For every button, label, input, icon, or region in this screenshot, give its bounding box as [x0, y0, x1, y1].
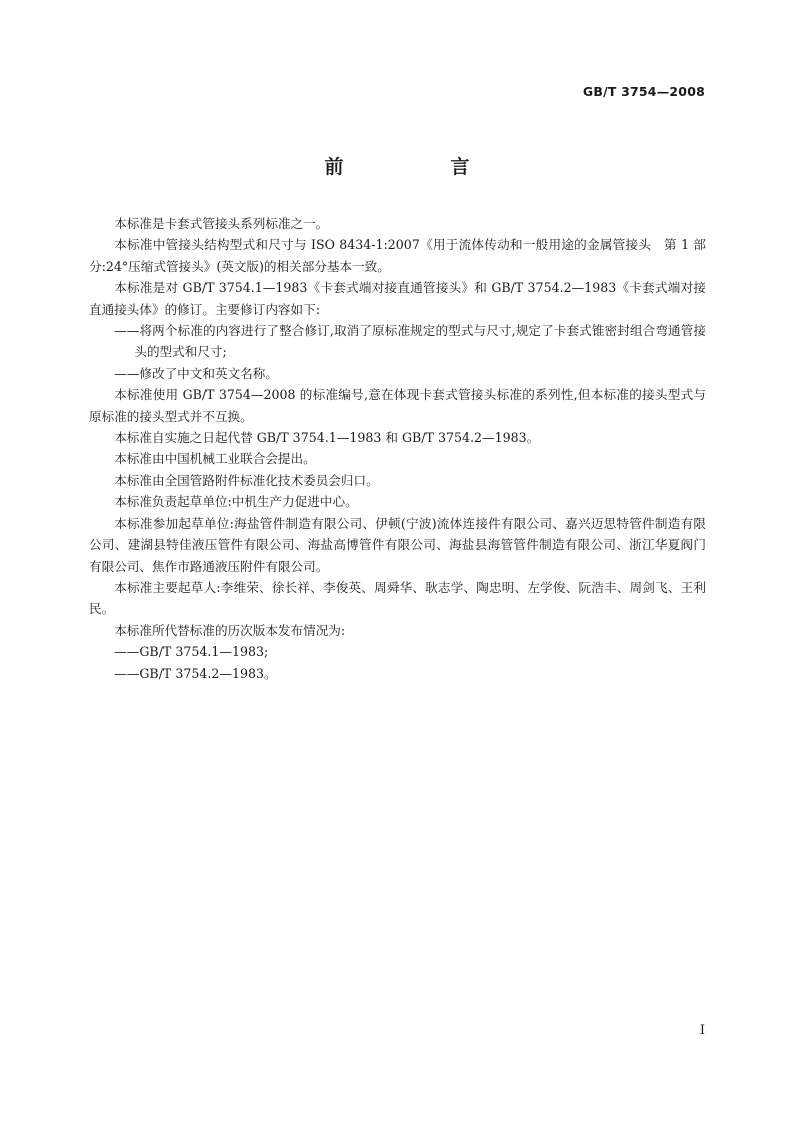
dash-item: ——修改了中文和英文名称。 — [114, 365, 278, 381]
paragraph: 本标准是对 GB/T 3754.1—1983《卡套式端对接直通管接头》和 GB/T 3754.2—1983《卡套式端对接直通接头体》的修订。主要修订内容如下: — [89, 280, 706, 317]
replaced-edition-item: ——GB/T 3754.1—1983; — [114, 644, 269, 660]
paragraph: 本标准由中国机械工业联合会提出。 — [114, 451, 316, 467]
dash-item: ——将两个标准的内容进行了整合修订,取消了原标准规定的型式与尺寸,规定了卡套式锥密封组合弯通管接头的型式和尺寸; — [114, 323, 706, 360]
paragraph: 本标准使用 GB/T 3754—2008 的标准编号,意在体现卡套式管接头标准的系列性,但本标准的接头型式与原标准的接头型式并不互换。 — [89, 387, 706, 424]
page-title: 前 言 — [324, 156, 514, 178]
paragraph: 本标准所代替标准的历次版本发布情况为: — [114, 622, 346, 638]
paragraph: 本标准由全国管路附件标准化技术委员会归口。 — [114, 472, 379, 488]
standard-number: GB/T 3754—2008 — [582, 84, 705, 99]
document-body — [89, 213, 706, 684]
paragraph: 本标准负责起草单位:中机生产力促进中心。 — [114, 494, 358, 510]
paragraph: 本标准参加起草单位:海盐管件制造有限公司、伊顿(宁波)流体连接件有限公司、嘉兴迈思特管件制造有限公司、建湖县特佳液压管件有限公司、海盐高博管件有限公司、海盐县海管管件制造有限公司、浙江华夏阀门有限公司、焦作市路通液压附件有限公司。 — [89, 515, 706, 574]
paragraph: 本标准是卡套式管接头系列标准之一。 — [114, 216, 329, 231]
paragraph: 本标准中管接头结构型式和尺寸与 ISO 8434-1:2007《用于流体传动和一般用途的金属管接头 第 1 部分:24°压缩式管接头》(英文版)的相关部分基本一致。 — [89, 237, 706, 274]
page-number: I — [699, 1023, 705, 1038]
replaced-edition-item: ——GB/T 3754.2—1983。 — [114, 665, 277, 681]
paragraph: 本标准主要起草人:李维荣、徐长祥、李俊英、周舜华、耿志学、陶忠明、左学俊、阮浩丰、周剑飞、王利民。 — [89, 579, 706, 617]
paragraph: 本标准自实施之日起代替 GB/T 3754.1—1983 和 GB/T 3754.2—1983。 — [114, 430, 540, 446]
